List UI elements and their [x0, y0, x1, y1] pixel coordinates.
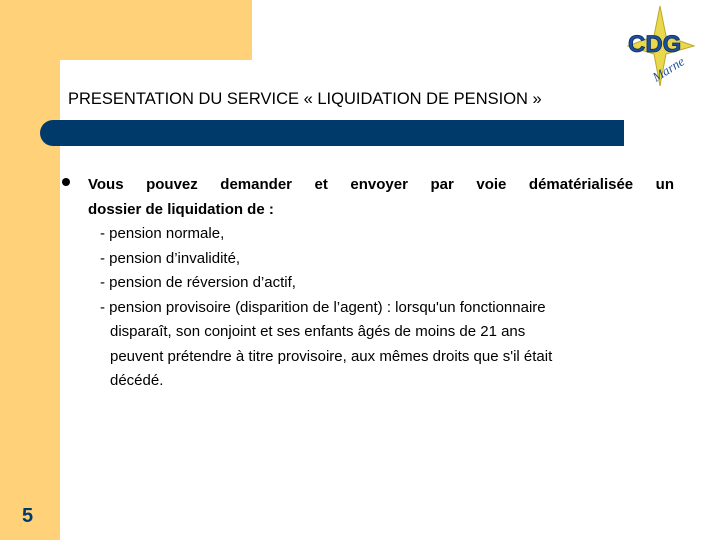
list-item-continuation: disparaît, son conjoint et ses enfants âgés de moins de 21 ans: [110, 323, 526, 340]
intro-line-1: Vous pouvez demander et envoyer par voie dématérialisée un: [88, 176, 674, 193]
intro-line-2: dossier de liquidation de :: [88, 200, 274, 218]
list-item: - pension d’invalidité,: [100, 249, 241, 267]
title-underline-bar: [40, 120, 624, 146]
slide-title: PRESENTATION DU SERVICE « LIQUIDATION DE PENSION »: [68, 90, 542, 108]
slide-body: [88, 173, 674, 394]
list-item-continuation: peuvent prétendre à titre provisoire, aux mêmes droits que s'il était: [110, 347, 553, 365]
left-accent-band: [0, 0, 60, 540]
list-item: - pension normale,: [100, 225, 225, 242]
bullet-dot: [62, 178, 70, 186]
page-number: 5: [22, 505, 34, 527]
top-accent-band: [0, 0, 252, 60]
list-item: - pension de réversion d’actif,: [100, 274, 296, 291]
cdg-marne-logo: [622, 4, 716, 88]
logo-cdg-text: CDG: [628, 31, 682, 58]
logo-marne-text: Marne: [649, 53, 687, 85]
list-item-continuation: décédé.: [110, 372, 164, 389]
list-item: - pension provisoire (disparition de l’agent) : lorsqu'un fonctionnaire: [100, 298, 546, 316]
